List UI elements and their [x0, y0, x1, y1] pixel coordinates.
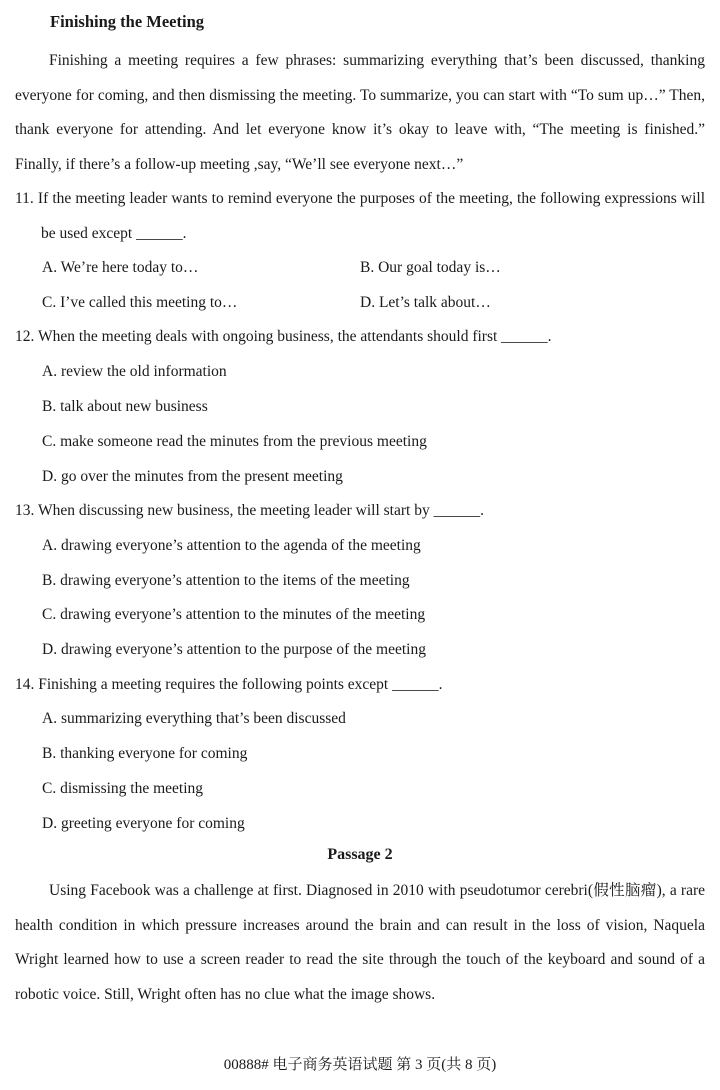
question-stem: 14. Finishing a meeting requires the following points except ______.	[15, 676, 443, 693]
option-13-a: A. drawing everyone’s attention to the agenda of the meeting	[42, 537, 421, 554]
passage-title: Passage 2	[327, 846, 393, 863]
option-13-d: D. drawing everyone’s attention to the purpose of the meeting	[42, 641, 426, 658]
option-12-d: D. go over the minutes from the present meeting	[42, 468, 343, 485]
option-14-b: B. thanking everyone for coming	[42, 745, 248, 762]
option-14-a: A. summarizing everything that’s been discussed	[42, 710, 346, 727]
question-stem: 12. When the meeting deals with ongoing business, the attendants should first ______.	[15, 328, 552, 345]
option-14-c: C. dismissing the meeting	[42, 780, 204, 797]
option-11-d: D. Let’s talk about…	[360, 294, 491, 311]
question-12	[15, 320, 705, 355]
question-14	[15, 668, 705, 703]
question-11	[15, 182, 705, 251]
section-heading: Finishing the Meeting	[50, 12, 205, 31]
option-11-a: A. We’re here today to…	[42, 259, 199, 276]
option-12-b: B. talk about new business	[42, 398, 208, 415]
question-stem: 11. If the meeting leader wants to remind everyone the purposes of the meeting, the following expressions will be used except ______.	[15, 190, 705, 242]
option-13-b: B. drawing everyone’s attention to the items of the meeting	[42, 572, 410, 589]
option-13-c: C. drawing everyone’s attention to the minutes of the meeting	[42, 606, 426, 623]
option-12-c: C. make someone read the minutes from the previous meeting	[42, 433, 427, 450]
question-stem: 13. When discussing new business, the meeting leader will start by ______.	[15, 502, 484, 519]
question-13	[15, 494, 705, 529]
option-11-b: B. Our goal today is…	[360, 259, 501, 276]
option-14-d: D. greeting everyone for coming	[42, 815, 245, 832]
passage-paragraph: Using Facebook was a challenge at first. Diagnosed in 2010 with pseudotumor cerebri(假性脑瘤), a rare health condition in which pressure increases around the brain and can result in the loss of vision, Naquela Wright learned how to use a screen reader to read the site through the touch of the keyboard and sound of a robotic voice. Still, Wright often has no clue what the image shows.	[15, 882, 705, 1004]
intro-paragraph: Finishing a meeting requires a few phrases: summarizing everything that’s been discussed, thanking everyone for coming, and then dismissing the meeting. To summarize, you can start with “To sum up…” Then, thank everyone for attending. And let everyone know it’s okay to leave with, “The meeting is finished.” Finally, if there’s a follow-up meeting ,say, “We’ll see everyone next…”	[15, 52, 705, 174]
page-footer: 00888# 电子商务英语试题 第 3 页(共 8 页)	[223, 1057, 497, 1073]
option-11-c: C. I’ve called this meeting to…	[42, 294, 238, 311]
option-12-a: A. review the old information	[42, 363, 227, 380]
